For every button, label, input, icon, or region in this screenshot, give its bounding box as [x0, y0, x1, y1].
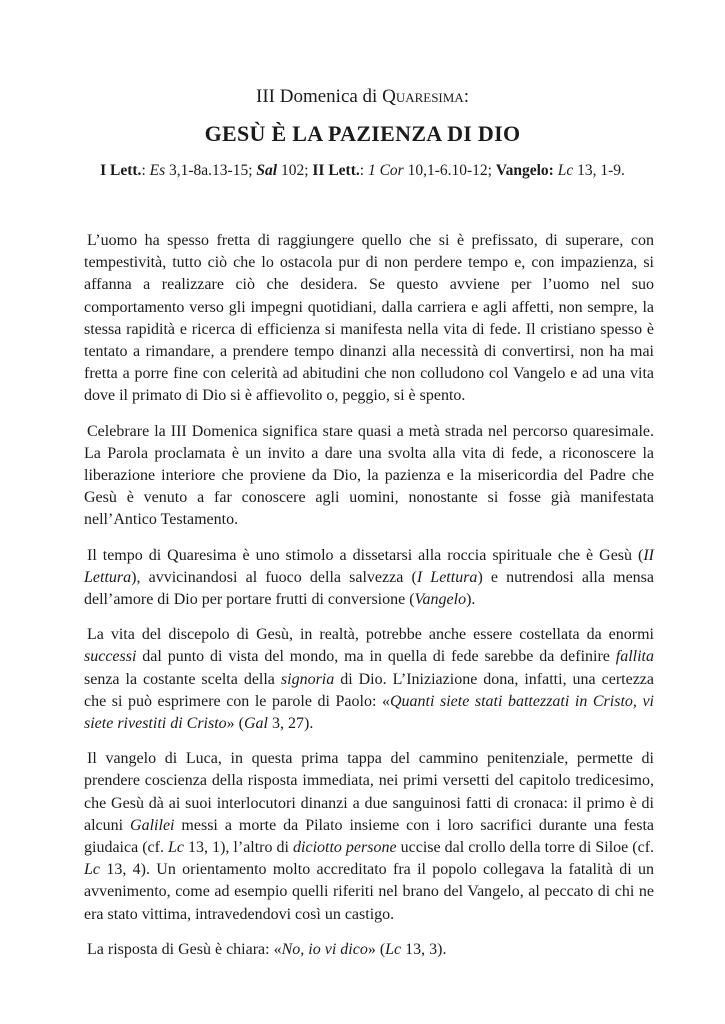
body-paragraph: [84, 624, 654, 735]
emphasized-text: Quanti siete stati battezzati in Cristo, vi siete rivestiti di Cristo: [84, 692, 655, 733]
emphasized-text: successi: [84, 648, 137, 666]
text-run: 3,1-8a.13-15;: [165, 162, 257, 179]
body-paragraph: [84, 939, 654, 961]
text-run: uccise dal crollo della torre di Siloe (cf.: [396, 839, 655, 857]
liturgical-day-heading: [0, 86, 725, 108]
body-paragraph: [84, 545, 654, 612]
article-body: [84, 230, 654, 974]
emphasized-text: II Lett.: [312, 162, 360, 179]
text-run: 3, 27).: [268, 715, 314, 733]
body-paragraph: [84, 748, 654, 926]
text-run: 13, 4). Un orientamento molto accreditato fra il popolo collegava la fatalità di un avvenimento, come ad esempio quelli riferiti nel brano del Vangelo, al peccato di chi ne era stato vittima, intravedendovi così un castigo.: [84, 861, 654, 923]
emphasized-text: Galilei: [130, 816, 175, 834]
kicker-prefix: III Domenica di: [256, 86, 383, 107]
text-run: :: [359, 162, 368, 179]
text-run: 13, 3).: [401, 940, 447, 958]
emphasized-text: Lc: [84, 861, 100, 879]
text-run: 13, 1), l’altro di: [184, 839, 294, 857]
text-run: » (: [226, 715, 244, 733]
text-run: » (: [367, 940, 386, 958]
text-run: dal punto di vista del mondo, ma in quella di fede sarebbe da definire: [136, 648, 616, 666]
emphasized-text: II Lettura: [84, 546, 654, 586]
text-run: ) e nutrendosi alla mensa dell’amore di Dio per portare frutti di conversione (: [84, 568, 654, 609]
kicker-suffix: :: [463, 86, 469, 107]
body-paragraph: [84, 230, 654, 408]
emphasized-text: fallita: [615, 648, 654, 666]
kicker-season: Quaresima: [382, 86, 464, 107]
text-run: L’uomo ha spesso fretta di raggiungere quello che si è prefissato, di superare, con tempestività, tutto ciò che lo ostacola pur di non perdere tempo e, con impazienza, si affanna a realizzare ciò che desidera. Se questo avviene per l’uomo nel suo comportamento verso gli impegni quotidiani, dalla carriera e agli affetti, non sempre, la stessa rapidità e ricerca di efficienza si manifesta nella vita di fede. Il cristiano spesso è tentato a rimandare, a prendere tempo dinanzi alla necessità di convertirsi, non ha mai fretta a porre fine con celerità ad abitudini che non colludono col Vangelo e ad una vita dove il primato di Dio si è affievolito o, peggio, si è spento.: [84, 232, 654, 405]
text-run: Il vangelo di Luca, in questa prima tappa del cammino penitenziale, permette di prendere coscienza della risposta immediata, nei primi versetti del capitolo tredicesimo, che Gesù dà ai suoi interlocutori dinanzi a due sanguinosi fatti di cronaca: il primo è di alcuni: [84, 750, 654, 834]
emphasized-text: diciotto persone: [293, 839, 397, 857]
emphasized-text: Lc: [385, 940, 402, 958]
text-run: Celebrare la III Domenica significa stare quasi a metà strada nel percorso quaresimale. La Parola proclamata è un invito a dare una svolta alla vita di fede, a riconoscere la liberazione interiore che proviene da Dio, la pazienza e la misericordia del Padre che Gesù è venuto a far conoscere agli uomini, nonostante si fosse già manifestata nell’Antico Testamento.: [84, 422, 654, 529]
emphasized-text: Lc: [168, 839, 185, 857]
text-run: Il tempo di Quaresima è uno stimolo a dissetarsi alla roccia spirituale che è Gesù (: [87, 546, 644, 564]
emphasized-text: Sal: [256, 162, 278, 179]
page-title: GESÙ È LA PAZIENZA DI DIO: [204, 121, 521, 146]
scripture-references: [0, 162, 725, 180]
text-run: 10,1-6.10-12;: [403, 162, 496, 179]
text-run: ).: [466, 591, 476, 609]
emphasized-text: Vangelo: [414, 591, 467, 609]
emphasized-text: signoria: [280, 670, 335, 688]
text-run: 102;: [277, 162, 313, 179]
text-run: 13, 1-9.: [573, 162, 625, 179]
emphasized-text: Es: [149, 162, 166, 179]
emphasized-text: I Lett.: [100, 162, 142, 179]
text-run: La vita del discepolo di Gesù, in realtà, potrebbe anche essere costellata da enormi: [87, 626, 654, 644]
text-run: La risposta di Gesù è chiara: «: [87, 940, 282, 958]
emphasized-text: Lc: [557, 162, 574, 179]
emphasized-text: No, io vi dico: [281, 940, 368, 958]
text-run: messi a morte da Pilato insieme con i loro sacrifici durante una festa giudaica (cf.: [84, 816, 654, 857]
text-run: di Dio. L’Iniziazione dona, infatti, una certezza che si può esprimere con le parole di Paolo: «: [84, 670, 654, 710]
body-paragraph: [84, 421, 654, 532]
emphasized-text: Gal: [244, 715, 268, 733]
emphasized-text: I Lettura: [416, 568, 478, 586]
emphasized-text: 1 Cor: [367, 162, 404, 179]
emphasized-text: Vangelo:: [495, 162, 554, 179]
text-run: ), avvicinandosi al fuoco della salvezza (: [131, 568, 417, 586]
text-run: :: [141, 162, 150, 179]
text-run: senza la costante scelta della: [84, 670, 281, 688]
